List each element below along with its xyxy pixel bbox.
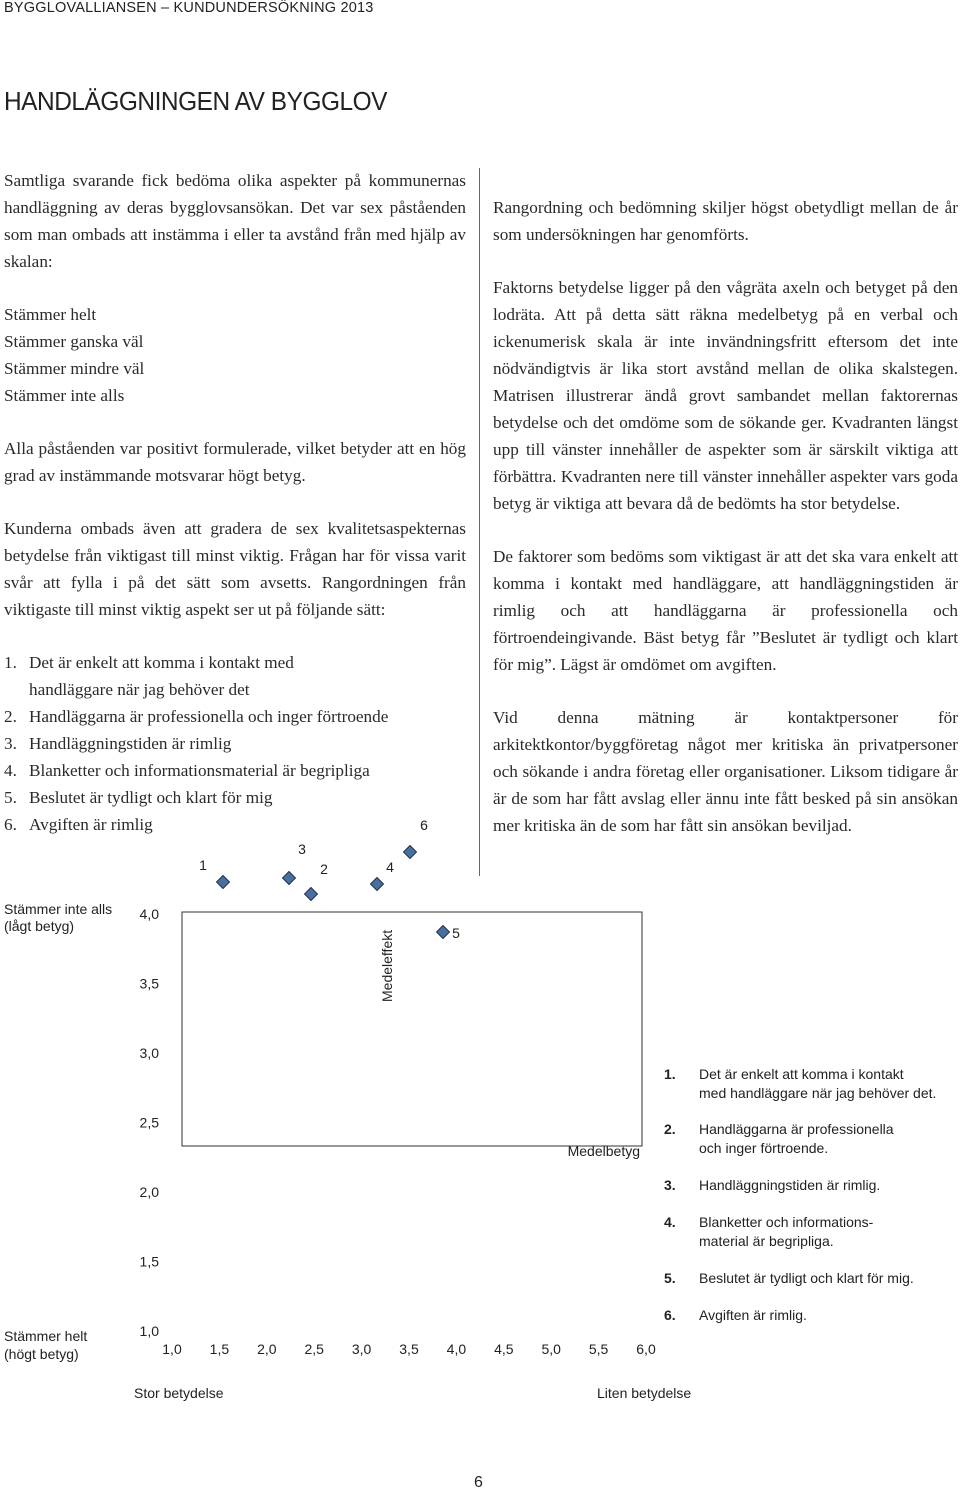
y-label-top: Stämmer inte alls (lågt betyg) bbox=[4, 901, 113, 934]
page-number: 6 bbox=[474, 1474, 483, 1491]
intro-paragraph: Samtliga svarande fick bedöma olika aspekter på kommunernas handläggning av deras bygglovsansökan. Det var sex påståenden som man ombads att instämma i eller ta avstånd från med hjälp av skalan: bbox=[4, 171, 466, 271]
ranking-list bbox=[4, 649, 466, 838]
ranking-text: Handläggningstiden är rimlig bbox=[29, 734, 232, 753]
findings-paragraph: De faktorer som bedöms som viktigast är att det ska vara enkelt att komma i kontakt med handläggare, att handläggningstiden är rimlig och att handläggarna är professionella och förtroendeingivande. Bäst betyg får ”Beslutet är tydligt och klart för mig”. Lägst är omdömet om avgiften. bbox=[493, 547, 958, 674]
y-tick-label: 3,0 bbox=[139, 1045, 159, 1061]
page-title: HANDLÄGGNINGEN AV BYGGLOV bbox=[4, 86, 388, 116]
positive-statements-paragraph: Alla påståenden var positivt formulerade, vilket betyder att en hög grad av instämmande motsvarar högt betyg. bbox=[4, 439, 466, 485]
running-header: BYGGLOVALLIANSEN – KUNDUNDERSÖKNING 2013 bbox=[4, 0, 374, 16]
ranking-item bbox=[4, 730, 466, 757]
scale-item: Stämmer helt bbox=[4, 305, 97, 324]
x-tick-label: 1,0 bbox=[162, 1341, 182, 1357]
vertical-reference-label: Medeleffekt bbox=[379, 929, 395, 1002]
plot-frame bbox=[182, 912, 642, 1146]
x-tick-label: 5,0 bbox=[541, 1341, 561, 1357]
legend-number: 3. bbox=[664, 1177, 676, 1193]
y-tick-label: 3,5 bbox=[139, 975, 159, 992]
scale-item: Stämmer inte alls bbox=[4, 386, 125, 405]
legend-number: 1. bbox=[664, 1066, 676, 1082]
y-tick-label: 2,0 bbox=[139, 1184, 159, 1200]
data-point-marker bbox=[217, 876, 230, 889]
ranking-item bbox=[4, 649, 466, 703]
ranking-text: Beslutet är tydligt och klart för mig bbox=[29, 788, 273, 807]
ranking-text: Blanketter och informationsmaterial är begripliga bbox=[29, 761, 370, 780]
ranking-text: Avgiften är rimlig bbox=[29, 815, 153, 834]
y-tick-label: 4,0 bbox=[139, 906, 159, 922]
x-tick-label: 3,5 bbox=[399, 1341, 419, 1357]
horizontal-reference-label: Medelbetyg bbox=[567, 1143, 640, 1159]
data-point-label: 6 bbox=[420, 817, 428, 833]
x-tick-label: 6,0 bbox=[636, 1341, 656, 1357]
legend-text: Beslutet är tydligt och klart för mig. bbox=[699, 1270, 914, 1286]
legend-number: 4. bbox=[664, 1214, 676, 1230]
ranking-item bbox=[4, 757, 466, 784]
data-point-label: 5 bbox=[452, 925, 460, 941]
column-divider bbox=[479, 168, 480, 876]
legend-text: Blanketter och informations- material är begripliga. bbox=[699, 1214, 874, 1249]
x-tick-label: 5,5 bbox=[588, 1341, 609, 1357]
left-column bbox=[4, 167, 466, 838]
data-point-label: 2 bbox=[320, 861, 328, 877]
ranking-number: 2. bbox=[4, 707, 17, 726]
ranking-text: Handläggarna är professionella och inger förtroende bbox=[29, 707, 389, 726]
legend-text: Det är enkelt att komma i kontakt med handläggare när jag behöver det. bbox=[699, 1066, 937, 1101]
x-label-left: Stor betydelse bbox=[134, 1385, 224, 1401]
consistency-paragraph: Rangordning och bedömning skiljer högst obetydligt mellan de år som undersökningen har genomförts. bbox=[493, 198, 958, 244]
data-point-marker bbox=[283, 872, 296, 885]
data-point-marker bbox=[371, 878, 384, 891]
ranking-number: 3. bbox=[4, 734, 17, 753]
y-tick-label: 2,5 bbox=[139, 1114, 159, 1131]
x-tick-label: 4,5 bbox=[494, 1341, 514, 1357]
ranking-item bbox=[4, 703, 466, 730]
x-axis-ticks bbox=[162, 1341, 656, 1357]
x-tick-label: 2,0 bbox=[257, 1341, 277, 1357]
data-point-label: 1 bbox=[199, 857, 207, 873]
y-tick-label: 1,5 bbox=[139, 1253, 159, 1270]
ranking-number: 5. bbox=[4, 788, 17, 807]
right-column bbox=[493, 194, 958, 865]
x-tick-label: 4,0 bbox=[446, 1341, 467, 1357]
legend-number: 5. bbox=[664, 1270, 676, 1286]
scale-item: Stämmer mindre väl bbox=[4, 359, 145, 378]
legend-number: 2. bbox=[664, 1121, 676, 1137]
chart-legend bbox=[664, 1065, 960, 1330]
scale-item: Stämmer ganska väl bbox=[4, 332, 144, 351]
y-tick-label: 1,0 bbox=[139, 1323, 159, 1339]
y-label-bottom: Stämmer helt (högt betyg) bbox=[4, 1328, 88, 1362]
ranking-number: 6. bbox=[4, 815, 17, 834]
data-point-label: 3 bbox=[298, 841, 306, 857]
data-point-marker bbox=[437, 926, 450, 939]
ranking-item bbox=[4, 784, 466, 811]
ranking-item bbox=[4, 811, 466, 838]
scale-list bbox=[4, 301, 466, 409]
ranking-intro-paragraph: Kunderna ombads även att gradera de sex kvalitetsaspekternas betydelse från viktigast till minst viktig. Frågan har för vissa varit svår att fylla i på det sätt som avsetts. Rangordningen från viktigaste till minst viktig aspekt ser ut på följande sätt: bbox=[4, 519, 466, 619]
x-tick-label: 2,5 bbox=[304, 1341, 324, 1357]
x-label-right: Liten betydelse bbox=[597, 1385, 692, 1401]
segment-paragraph: Vid denna mätning är kontaktpersoner för arkitektkontor/byggföretag något mer kritiska än privatpersoner och sökande i andra företag eller organisationer. Liksom tidigare år är de som har fått avslag eller ännu inte fått besked på sin ansökan mer kritiska än de som har fått sin ansökan beviljad. bbox=[493, 708, 958, 835]
ranking-number: 4. bbox=[4, 761, 17, 780]
ranking-number: 1. bbox=[4, 653, 17, 672]
matrix-explanation-paragraph: Faktorns betydelse ligger på den vågräta axeln och betyget på den lodräta. Att på detta sätt räkna medelbetyg på en verbal och ickenumerisk skala är inte invändningsfritt eftersom det inte nödvändigtvis är lika stort avstånd mellan de olika skalstegen. Matrisen illustrerar ändå grovt sambandet mellan faktorernas betydelse och det omdöme som de sökande ger. Kvadranten längst upp till vänster innehåller de aspekter som är särskilt viktiga att förbättra. Kvadranten nere till vänster innehåller aspekter vars goda betyg är viktiga att bevara då de bedömts ha stor betydelse. bbox=[493, 278, 958, 513]
ranking-text: Det är enkelt att komma i kontakt med handläggare när jag behöver det bbox=[29, 653, 294, 699]
y-axis-ticks bbox=[140, 906, 160, 1339]
legend-text: Avgiften är rimlig. bbox=[699, 1307, 807, 1323]
legend-number: 6. bbox=[664, 1307, 676, 1323]
data-point-marker bbox=[404, 846, 417, 859]
legend-text: Handläggarna är professionella och inger förtroende. bbox=[699, 1121, 894, 1156]
data-point-marker bbox=[305, 888, 318, 901]
legend-text: Handläggningstiden är rimlig. bbox=[699, 1177, 881, 1193]
x-tick-label: 1,5 bbox=[209, 1341, 230, 1357]
data-point-label: 4 bbox=[386, 859, 394, 875]
x-tick-label: 3,0 bbox=[351, 1341, 372, 1357]
